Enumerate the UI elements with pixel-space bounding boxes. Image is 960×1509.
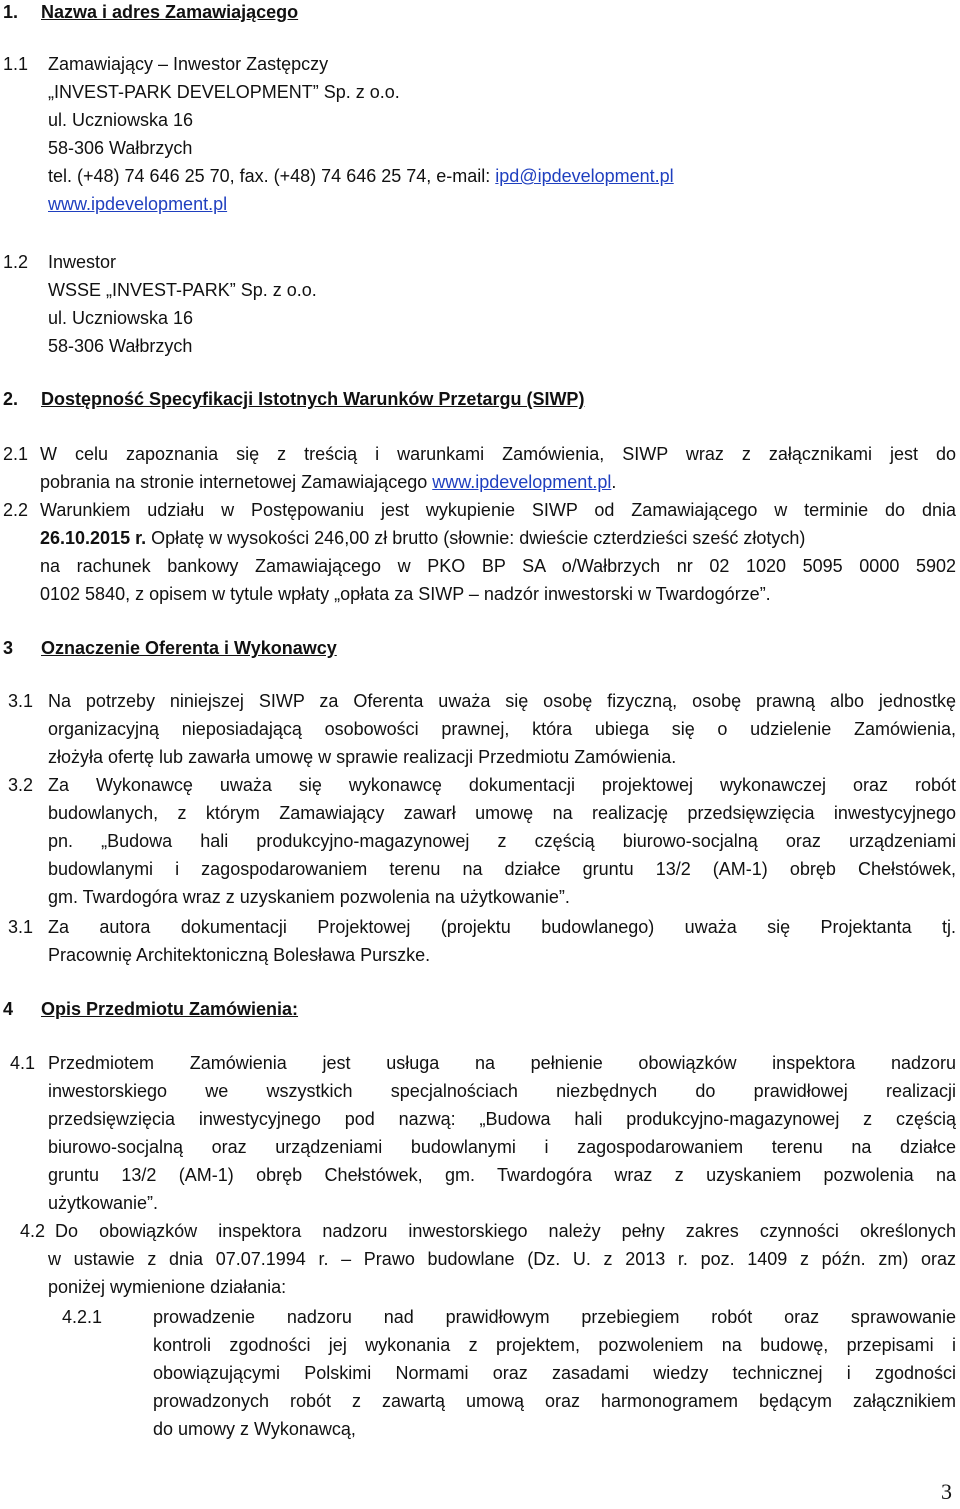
- item-1-2-number: 1.2: [3, 252, 29, 272]
- item-4-1-line: użytkowanie”.: [48, 1193, 159, 1213]
- section-4-title: Opis Przedmiotu Zamówienia:: [41, 999, 299, 1019]
- item-1-1-line: Zamawiający – Inwestor Zastępczy: [48, 54, 329, 74]
- item-3-3-number: 3.1: [8, 917, 34, 937]
- item-3-2-line: gm. Twardogóra wraz z uzyskaniem pozwolenia na użytkowanie”.: [48, 887, 570, 907]
- section-2-number: 2.: [3, 389, 19, 409]
- email-link[interactable]: ipd@ipdevelopment.pl: [495, 166, 674, 186]
- section-2-title: Dostępność Specyfikacji Istotnych Warunków Przetargu (SIWP): [41, 389, 585, 409]
- item-4-2-line: poniżej wymienione działania:: [48, 1277, 287, 1297]
- section-3-title: Oznaczenie Oferenta i Wykonawcy: [41, 638, 337, 658]
- section-1-number: 1.: [3, 2, 19, 22]
- item-4-2-1-number: 4.2.1: [62, 1307, 103, 1327]
- item-4-2-1-line: do umowy z Wykonawcą,: [153, 1419, 356, 1439]
- contact-line: [48, 165, 674, 187]
- item-4-1-line: Przedmiotem Zamówienia jest usługa na pełnienie obowiązków inspektora nadzoru: [48, 1053, 956, 1073]
- item-3-2-line: pn. „Budowa hali produkcyjno-magazynowej z częścią biurowo-socjalną oraz urządzeniami: [48, 831, 956, 851]
- section-4-number: 4: [3, 999, 14, 1019]
- item-1-2-line: WSSE „INVEST-PARK” Sp. z o.o.: [48, 280, 317, 300]
- item-1-2-line: ul. Uczniowska 16: [48, 308, 194, 328]
- item-1-2-line: 58-306 Wałbrzych: [48, 336, 193, 356]
- section-2-heading: [3, 388, 584, 410]
- item-2-1-period: .: [611, 472, 617, 492]
- item-1-1-line: 58-306 Wałbrzych: [48, 138, 193, 158]
- website-link[interactable]: www.ipdevelopment.pl: [48, 194, 228, 214]
- item-2-1-line: W celu zapoznania się z treścią i warunkami Zamówienia, SIWP wraz z załącznikami jest do: [40, 444, 956, 464]
- siwp-website-link[interactable]: www.ipdevelopment.pl: [432, 472, 612, 492]
- item-4-2-line: w ustawie z dnia 07.07.1994 r. – Prawo budowlane (Dz. U. z 2013 r. poz. 1409 z późn. zm) oraz: [48, 1249, 956, 1269]
- item-4-1-line: przedsięwzięcia inwestycyjnego pod nazwą: „Budowa hali produkcyjno-magazynowej z częścią: [48, 1109, 956, 1129]
- item-4-1-number: 4.1: [10, 1053, 36, 1073]
- item-4-2-number: 4.2: [20, 1221, 46, 1241]
- item-3-3-line: Pracownię Architektoniczną Bolesława Purszke.: [48, 945, 431, 965]
- item-3-2-line: Za Wykonawcę uważa się wykonawcę dokumentacji projektowej wykonawczej oraz robót: [48, 775, 956, 795]
- item-3-2-number: 3.2: [8, 775, 34, 795]
- item-1-1-number: 1.1: [3, 54, 29, 74]
- item-4-2-1-line: kontroli zgodności jej wykonania z projektem, pozwoleniem na budowę, przepisami i: [153, 1335, 956, 1355]
- item-4-2-1-line: obowiązującymi Polskimi Normami oraz zasadami wiedzy technicznej i zgodności: [153, 1363, 956, 1383]
- item-4-2-1-line: prowadzonych robót z zawartą umową oraz harmonogramem będącym załącznikiem: [153, 1391, 956, 1411]
- item-1-1-line: ul. Uczniowska 16: [48, 110, 194, 130]
- item-2-1-line: [40, 471, 616, 493]
- item-3-1-line: Na potrzeby niniejszej SIWP za Oferenta uważa się osobę fizyczną, osobę prawną albo jednostkę: [48, 691, 956, 711]
- item-2-2-number: 2.2: [3, 500, 29, 520]
- item-3-1-line: złożyła ofertę lub zawarła umowę w sprawie realizacji Przedmiotu Zamówienia.: [48, 747, 677, 767]
- item-3-1-number: 3.1: [8, 691, 34, 711]
- section-1-title: Nazwa i adres Zamawiającego: [41, 2, 299, 22]
- item-2-1-text: pobrania na stronie internetowej Zamawiającego: [40, 472, 433, 492]
- item-4-1-line: biurowo-socjalną oraz urządzeniami budowlanymi i zagospodarowaniem terenu na działce: [48, 1137, 956, 1157]
- website-line: [48, 193, 227, 215]
- section-3-number: 3: [3, 638, 14, 658]
- item-2-2-line: Warunkiem udziału w Postępowaniu jest wykupienie SIWP od Zamawiającego w terminie do dnia: [40, 500, 956, 520]
- item-1-1-line: „INVEST-PARK DEVELOPMENT” Sp. z o.o.: [48, 82, 400, 102]
- item-1-2-line: Inwestor: [48, 252, 117, 272]
- item-3-2-line: budowlanymi i zagospodarowaniem terenu na działce gruntu 13/2 (AM-1) obręb Chełstówek,: [48, 859, 956, 879]
- item-2-2-line: 0102 5840, z opisem w tytule wpłaty „opłata za SIWP – nadzór inwestorski w Twardogórze”.: [40, 584, 771, 604]
- item-4-1-line: inwestorskiego we wszystkich specjalnościach niezbędnych do prawidłowej realizacji: [48, 1081, 956, 1101]
- section-4-heading: [3, 998, 298, 1020]
- item-3-3-line: Za autora dokumentacji Projektowej (projektu budowlanego) uważa się Projektanta tj.: [48, 917, 956, 937]
- item-3-2-line: budowlanych, z którym Zamawiający zawarł umowę na realizację przedsięwzięcia inwestycyjnego: [48, 803, 956, 823]
- item-4-2-1-line: prowadzenie nadzoru nad prawidłowym przebiegiem robót oraz sprawowanie: [153, 1307, 956, 1327]
- item-2-1-number: 2.1: [3, 444, 29, 464]
- item-2-2-line: [40, 527, 956, 549]
- section-3-heading: [3, 637, 337, 659]
- item-2-2-text: Opłatę w wysokości 246,00 zł brutto (słownie: dwieście czterdzieści sześć złotych): [146, 528, 806, 548]
- deadline-date: 26.10.2015 r.: [40, 528, 147, 548]
- page-number: 3: [941, 1479, 952, 1504]
- item-4-1-line: gruntu 13/2 (AM-1) obręb Chełstówek, gm. Twardogóra wraz z uzyskaniem pozwolenia na: [48, 1165, 956, 1185]
- section-1-heading: [3, 1, 298, 23]
- item-2-2-line: na rachunek bankowy Zamawiającego w PKO BP SA o/Wałbrzych nr 02 1020 5095 0000 5902: [40, 556, 956, 576]
- item-3-1-line: organizacyjną nieposiadającą osobowości prawnej, która ubiega się o udzielenie Zamówienia,: [48, 719, 956, 739]
- item-4-2-line: Do obowiązków inspektora nadzoru inwestorskiego należy pełny zakres czynności określonych: [55, 1221, 956, 1241]
- contact-text: tel. (+48) 74 646 25 70, fax. (+48) 74 646 25 74, e-mail:: [48, 166, 496, 186]
